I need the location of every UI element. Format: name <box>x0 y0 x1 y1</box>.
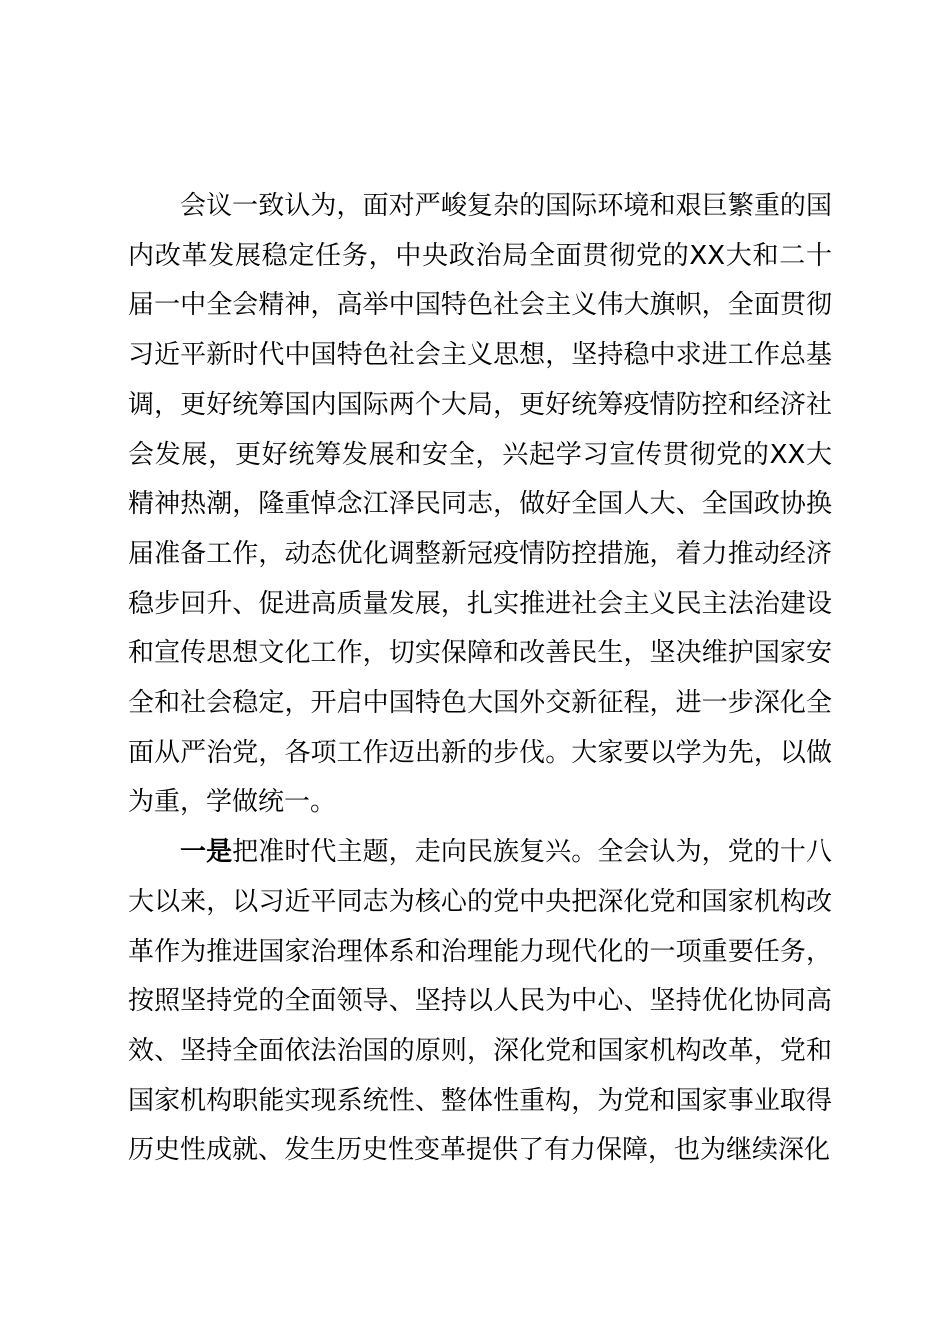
paragraph-text: 会议一致认为，面对严峻复杂的国际环境和艰巨繁重的国内改革发展稳定任务，中央政治局全面贯彻党的XX大和二十届一中全会精神，高举中国特色社会主义伟大旗帜，全面贯彻习近平新时代中国特色社会主义思想，坚持稳中求进工作总基调，更好统筹国内国际两个大局，更好统筹疫情防控和经济社会发展，更好统筹发展和安全，兴起学习宣传贯彻党的XX大精神热潮，隆重悼念江泽民同志，做好全国人大、全国政协换届准备工作，动态优化调整新冠疫情防控措施，着力推动经济稳步回升、促进高质量发展，扎实推进社会主义民主法治建设和宣传思想文化工作，切实保障和改善民生，坚决维护国家安全和社会稳定，开启中国特色大国外交新征程，进一步深化全面从严治党，各项工作迈出新的步伐。大家要以学为先，以做为重，学做统一。 <box>128 191 832 818</box>
paragraph-lead: 一是 <box>180 837 233 868</box>
paragraph-text: 把准时代主题，走向民族复兴。全会认为，党的十八大以来，以习近平同志为核心的党中央把深化党和国家机构改革作为推进国家治理体系和治理能力现代化的一项重要任务，按照坚持党的全面领导、坚持以人民为中心、坚持优化协同高效、坚持全面依法治国的原则，深化党和国家机构改革，党和国家机构职能实现系统性、整体性重构，为党和国家事业取得历史性成就、发生历史性变革提供了有力保障，也为继续深化 <box>128 837 832 1166</box>
document-body <box>128 182 832 1176</box>
paragraph-meeting-consensus <box>128 182 832 828</box>
paragraph-point-one <box>128 828 832 1176</box>
